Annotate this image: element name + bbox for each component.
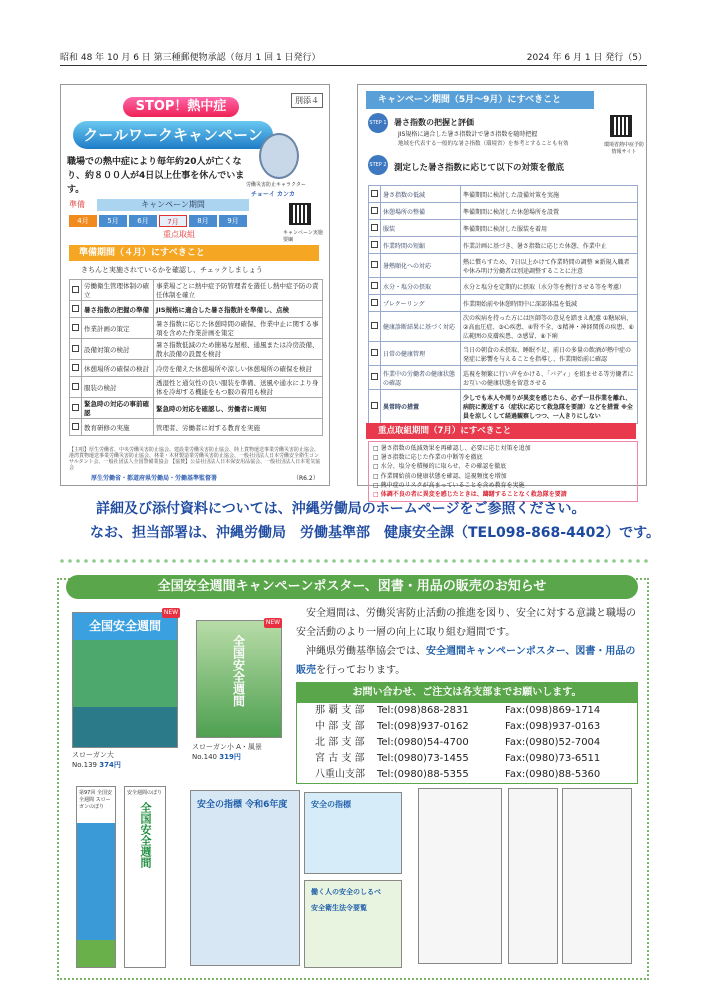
row-item: 日常の健康管理 [381,342,461,366]
header-left: 昭和 48 年 10 月 6 日 第三種郵便物承認（毎月 1 回 1 日発行） [60,53,321,63]
prep-period-title: 準備期間（４月）にすべきこと [69,245,319,261]
branch-fax: Fax:(098)937-0163 [505,721,601,732]
table-row [369,203,638,220]
row-desc: 少しでも本人や周りが異変を感じたら、必ず一旦作業を離れ、病院に搬送する（症状に応じて救急隊を要請）などを措置 ※全員を涼しくして経過観察しつつ、一人きりにしない [461,390,638,424]
branch-fax: Fax:(0980)52-7004 [505,737,601,748]
table-row [369,278,638,295]
row-desc: 作業開始前や休憩時間中に深部体温を低減 [461,295,638,312]
book-catalog-2[interactable] [508,788,558,964]
month-7: 7月 [159,215,187,227]
branch-name: 北 部 支 部 [315,737,365,748]
poster1-price [72,760,121,770]
row-item: 水分・塩分の摂取 [381,278,461,295]
prep-label: 準備 [69,200,85,209]
checkbox[interactable] [72,404,79,411]
focus-item-urgent: 体調不良の者に異変を感じたときは、躊躇することなく救急隊を要請 [380,491,567,499]
checkbox[interactable] [371,261,378,268]
prep-period-subtitle: きちんと実施されているかを確認し、チェックしましょう [81,266,263,274]
row-desc: 暑さ指数に応じた休憩時間の確保、作業中止に関する事項を含めた作業計画を策定 [154,318,323,339]
checkbox[interactable] [371,282,378,289]
step2-badge: STEP 2 [368,155,388,175]
header-right: 2024 年 6 月 1 日 発行（5） [526,53,647,63]
branch-tel[interactable]: Tel:(098)937-0162 [377,721,469,732]
focus-checklist [368,441,638,502]
flag-title: 全国安全週間 [139,802,152,868]
month-5: 5月 [99,215,127,227]
qr-caption: キャンペーン実施要綱 [283,230,323,243]
checkbox[interactable] [72,364,79,371]
step1-note: 地域を代表する一般的な暑さ指数（環境省）を参考とすることも有効 [398,141,569,147]
ministry-footer: 厚生労働省・都道府県労働局・労働基準監督署 [91,475,218,482]
row-item: 休憩場所の整備 [381,203,461,220]
list-item: □ 暑さ指数の低減効果を再確認し、必要に応じ対策を追加 [373,445,531,452]
poster-large[interactable] [72,612,178,748]
table-row [70,377,323,398]
branch-row [297,703,637,719]
checkbox[interactable] [72,286,79,293]
poster1-caption [72,750,114,760]
item-no: No.139 [72,761,97,769]
period-label: キャンペーン期間 [97,199,249,211]
row-item: 休憩場所の確保の検討 [82,360,154,377]
row-desc: 管理者、労働者に対する教育を実施 [154,419,323,436]
row-item: プレクーリング [381,295,461,312]
panel-title: キャンペーン期間（5月～9月）にすべきこと [366,91,594,109]
mascot-icon [259,133,299,179]
mascot-name: チョーイ カンカ [251,191,295,198]
book-safety-guide[interactable] [304,792,402,874]
checkbox[interactable] [72,383,79,390]
step2-title: 測定した暑さ指数に応じて以下の対策を徹底 [394,163,565,173]
poster2-caption [192,742,262,752]
row-item: 暑さ指数の低減 [381,186,461,203]
stop-heatstroke-title: STOP！熱中症 [123,97,239,117]
branch-tel[interactable]: Tel:(098)868-2831 [377,705,469,716]
poster-title: 全国安全週間 [88,619,161,633]
row-desc: 熱に慣らすため、7日以上かけて作業時間の調整 ※新規入職者や休み明け労働者は別途調整することに注意 [461,254,638,278]
book-catalog-1[interactable] [418,788,502,964]
month-9: 9月 [219,215,247,227]
branch-row [297,767,637,783]
table-row [70,318,323,339]
branch-name: 那 覇 支 部 [315,705,365,716]
focus-item: 作業開始前の健康状態を確認、巡視頻度を増加 [380,472,507,480]
table-row [70,398,323,419]
focus-item: 熱中症のリスクが高まっていることを含め教育を実施 [380,481,525,489]
branch-fax: Fax:(098)869-1714 [505,705,601,716]
mascot-caption: 労働災害防止キャラクター [246,182,306,188]
focus-item: 水分、塩分を積極的に取らせ、その確認を徹底 [380,463,507,471]
row-item: 服装 [381,220,461,237]
prep-checklist [69,279,323,436]
price: 374円 [99,761,121,769]
month-8: 8月 [189,215,217,227]
book-title: 安全の指標 令和6年度 [197,800,288,810]
table-row [369,312,638,342]
branch-name: 八重山支部 [315,769,365,780]
checkbox[interactable] [371,224,378,231]
attachment-label: 別添４ [291,93,323,108]
poster-title: 全国安全週間 [231,635,246,707]
inquiry-title: お問い合わせ、ご注文は各支部までお願いします。 [297,683,637,703]
sponsor-notes: 【主唱】厚生労働省、中央労働災害防止協会、建設業労働災害防止協会、陸上貨物運送事業労働災害防止協会、港湾貨物運送事業労働災害防止協会、林業・木材製造業労働災害防止協会、一般社団法人日本労働安全衛生コンサルタント会、一般社団法人全国警備業協会 【協賛】公益社団法人日本保安用品協会、一般社団法人日本電気協会 [69,447,321,471]
sales-intro2 [296,642,638,680]
lead-text: 職場での熱中症により毎年約20人が亡くなり、約８００人が4日以上仕事を休んでいます。 [67,157,245,195]
row-item: 緊急時の対応の事前確認 [82,398,154,419]
branch-tel[interactable]: Tel:(0980)54-4700 [377,737,469,748]
checkbox[interactable] [371,241,378,248]
item-no: No.140 [192,753,217,761]
campaign-period-panel [357,84,647,499]
qr-code-icon [610,115,632,137]
list-item: □ 水分、塩分を積極的に取らせ、その確認を徹底 [373,463,507,471]
flag-label: 安全週間のぼり [127,790,163,796]
row-desc: 準備期間に検討した設備対策を実施 [461,186,638,203]
campaign-timeline [69,195,249,245]
row-item: 教育研修の実施 [82,419,154,436]
dotted-divider [58,558,648,564]
row-desc: 緊急時の対応を確認し、労働者に周知 [154,398,323,419]
row-item: 作業中の労働者の健康状態の確認 [381,366,461,390]
row-desc: 冷房を備えた休憩場所や涼しい休憩場所の確保を検討 [154,360,323,377]
qr-caption: 環境省熱中症予防情報サイト [604,142,645,155]
poster-small[interactable] [196,620,282,738]
list-item: □ 暑さ指数に応じた作業の中断等を徹底 [373,454,483,462]
row-desc: 暑さ指数低減のため簡易な屋根、通風または冷房設備、散水設備の設置を検討 [154,339,323,360]
table-row [369,254,638,278]
book-title: 働く人の安全のしるべ [311,888,381,896]
list-item: □ 熱中症のリスクが高まっていることを含め教育を実施 [373,481,525,489]
checkbox[interactable] [371,299,378,306]
flag-label: 第97回 全国安全週間 スローガンのぼり [79,790,112,810]
new-badge: NEW [163,609,179,616]
branch-name: 中 部 支 部 [315,721,365,732]
row-desc: 準備期間に検討した服装を着用 [461,220,638,237]
step1-sub: JIS規格に適合した暑さ指数計で暑さ指数を随時把握 [398,131,538,138]
focus-label: 重点取組 [163,230,195,239]
caption-text: スローガン小 A・風景 [192,743,262,751]
row-item: 健康診断結果に基づく対応 [381,312,461,342]
table-row [369,186,638,203]
book-catalog-3[interactable] [562,788,632,964]
focus-period-title: 重点取組期間（7月）にすべきこと [366,423,636,439]
slogan-flag-2[interactable] [124,786,166,968]
branch-tel[interactable]: Tel:(0980)88-5355 [377,769,469,780]
checkbox[interactable] [371,373,378,380]
intro-text: を行っております。 [316,665,406,676]
row-item: 作業計画の策定 [82,318,154,339]
month-6: 6月 [129,215,157,227]
step1-title: 暑さ指数の把握と評価 [394,118,474,127]
checkbox[interactable] [371,402,378,409]
intro-highlight: 安全週間キャンペーンポスター、図書・用品の販売 [296,646,636,676]
page-header [60,50,647,66]
row-item: 作業時間の短縮 [381,237,461,254]
checkbox[interactable] [72,305,79,312]
checkbox[interactable] [371,207,378,214]
checkbox[interactable] [72,324,79,331]
table-row [369,366,638,390]
table-row [70,360,323,377]
slogan-flag-1[interactable] [76,786,116,968]
checkbox[interactable] [72,423,79,430]
row-item: 暑さ指数の把握の準備 [82,301,154,318]
notice-line1: 詳細及び添付資料については、沖縄労働局のホームページをご参照ください。 [96,501,586,517]
focus-item: 暑さ指数の低減効果を再確認し、必要に応じ対策を追加 [380,445,531,452]
branch-tel[interactable]: Tel:(0980)73-1455 [377,753,469,764]
table-row [369,295,638,312]
qr-code-icon [289,203,311,225]
checkbox[interactable] [72,345,79,352]
row-item: 異常時の措置 [381,390,461,424]
row-desc: 巡視を頻繁に行い声をかける、「バディ」を組ませる等労働者にお互いの健康状態を留意させる [461,366,638,390]
focus-item: 暑さ指数に応じた作業の中断等を徹底 [380,454,483,462]
row-desc: 準備期間に検討した休憩場所を設置 [461,203,638,220]
measures-table [368,185,638,424]
table-row [70,301,323,318]
list-item: □ 作業開始前の健康状態を確認、巡視頻度を増加 [373,472,507,480]
campaign-title: クールワークキャンペーン [73,121,273,149]
table-row [369,237,638,254]
branch-fax: Fax:(0980)73-6511 [505,753,601,764]
table-row [70,280,323,301]
row-item: 労働衛生管理体制の確立 [82,280,154,301]
table-row [369,342,638,366]
branch-row [297,751,637,767]
row-desc: 水分と塩分を定期的に摂取（水分等を携行させる等を考慮） [461,278,638,295]
checkbox[interactable] [371,322,378,329]
branch-row [297,719,637,735]
sales-intro: 安全週間は、労働災害防止活動の推進を図り、安全に対する意識と職場の安全活動のより一層の向上に取り組む週間です。 [296,608,636,638]
branch-row [297,735,637,751]
branch-name: 宮 古 支 部 [315,753,365,764]
row-desc: 事業場ごとに熱中症予防管理者を選任し熱中症予防の責任体制を確立 [154,280,323,301]
row-desc: 当日の朝食の未摂取、睡眠不足、前日の多量の飲酒が熱中症の発症に影響を与えることを指導し、作業開始前に確認 [461,342,638,366]
table-row [369,390,638,424]
book-title: 安全衛生法令要覧 [311,904,367,912]
row-item: 服装の検討 [82,377,154,398]
row-desc: JIS規格に適合した暑さ指数計を準備し、点検 [154,301,323,318]
checkbox[interactable] [371,349,378,356]
book-safety-index[interactable] [190,790,300,966]
list-item: □ 体調不良の者に異変を感じたときは、躊躇することなく救急隊を要請 [373,491,567,499]
table-row [369,220,638,237]
inquiry-box [296,682,638,784]
row-desc: 透湿性と通気性の良い服装を準備、送風や通水により身体を冷却する機能をもつ服の着用も検討 [154,377,323,398]
month-4: 4月 [69,215,97,227]
new-badge: NEW [265,619,281,626]
step1-badge: STEP 1 [368,113,388,133]
cool-work-leaflet [60,84,330,486]
leaflet-date: （R6.2） [293,475,319,482]
branch-fax: Fax:(0980)88-5360 [505,769,601,780]
table-row [70,339,323,360]
caption-text: スローガン大 [72,751,114,759]
row-item: 暑熱順化への対応 [381,254,461,278]
book-title: 安全の指標 [311,800,351,809]
month-row [69,215,247,227]
intro-text: 沖縄県労働基準協会では、 [306,646,426,657]
sales-banner: 全国安全週間キャンペーンポスター、図書・用品の販売のお知らせ [66,575,638,599]
row-item: 設備対策の検討 [82,339,154,360]
checkbox[interactable] [371,190,378,197]
notice-line2: なお、担当部署は、沖縄労働局 労働基準部 健康安全課（TEL098-868-4402）です。 [90,525,660,541]
poster2-price [192,752,241,762]
table-row [70,419,323,436]
price: 319円 [219,753,241,761]
row-desc: 次の疾病を持った方には医師等の意見を踏まえ配慮 ①糖尿病、②高血圧症、③心疾患、④腎不全、⑤精神・神経関係の疾患、⑥広範囲の皮膚疾患、⑦感冒、⑧下痢 [461,312,638,342]
book-workers-safety[interactable] [304,880,402,968]
row-desc: 作業計画に基づき、暑さ指数に応じた休憩、作業中止 [461,237,638,254]
